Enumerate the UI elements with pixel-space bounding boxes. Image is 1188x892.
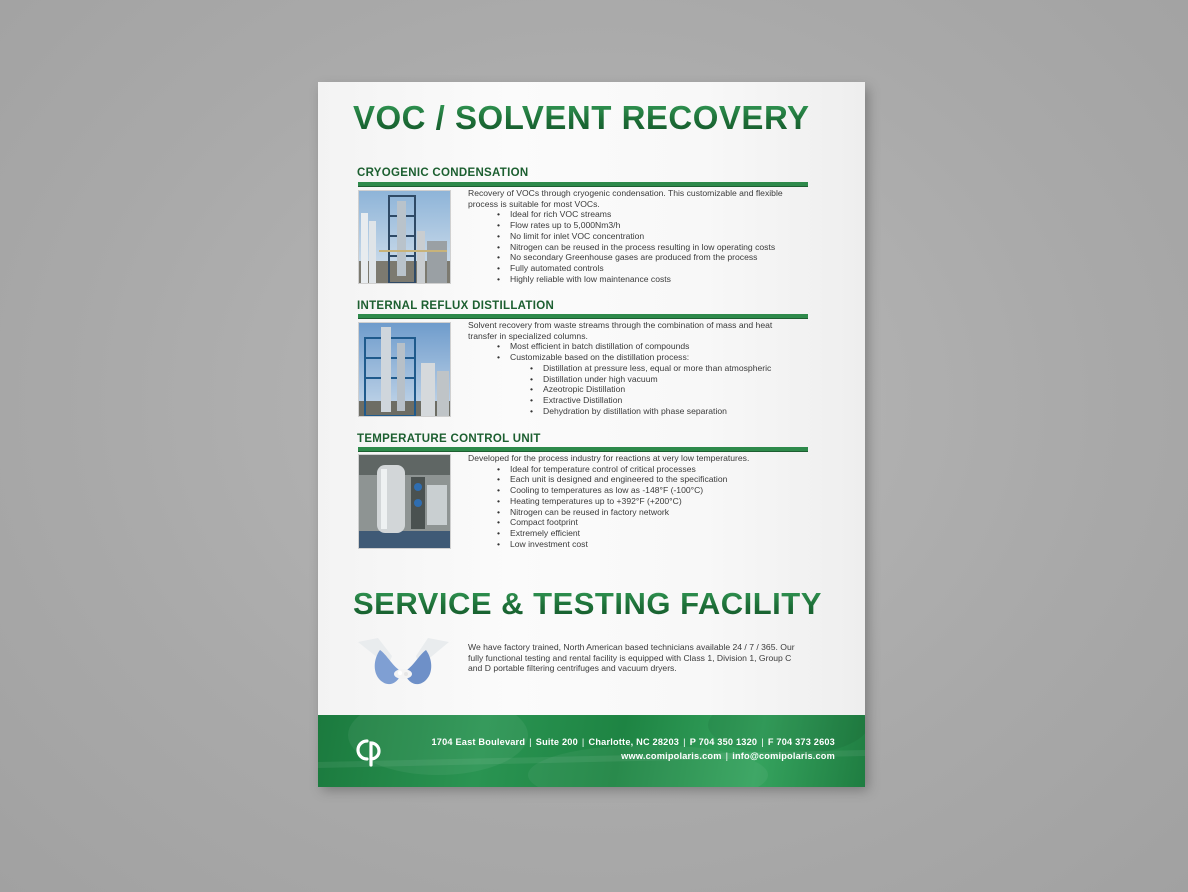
cryogenic-plant-photo [358, 190, 451, 284]
list-item: • Flow rates up to 5,000Nm3/h [510, 220, 798, 231]
list-item: • Ideal for temperature control of critical processes [510, 464, 798, 475]
section-divider [358, 314, 808, 319]
service-title: SERVICE & TESTING FACILITY [353, 586, 822, 621]
distillation-description [468, 320, 798, 416]
list-item: • Compact footprint [510, 517, 798, 528]
list-item: • Nitrogen can be reused in factory network [510, 507, 798, 518]
list-item: • Each unit is designed and engineered to the specification [510, 474, 798, 485]
list-item: • Low investment cost [510, 539, 798, 550]
comi-polaris-logo-icon [351, 733, 387, 769]
sub-list-item: • Extractive Distillation [543, 395, 798, 406]
distillation-column-photo [358, 322, 451, 417]
sub-list-item: • Distillation under high vacuum [543, 374, 798, 385]
list-item: • No limit for inlet VOC concentration [510, 231, 798, 242]
separator: | [529, 737, 532, 747]
sub-list-container [510, 363, 798, 417]
section-heading-distillation: INTERNAL REFLUX DISTILLATION [357, 300, 555, 312]
section-divider [358, 447, 808, 452]
temperature-unit-photo [358, 454, 451, 549]
website-link[interactable]: www.comipolaris.com [621, 751, 722, 761]
section-heading-cryogenic: CRYOGENIC CONDENSATION [357, 167, 529, 179]
section-intro: Recovery of VOCs through cryogenic condensation. This customizable and flexible process is suitable for most VOCs. [468, 188, 783, 209]
city-state-zip: Charlotte, NC 28203 [588, 737, 680, 747]
service-description [468, 642, 804, 674]
list-item: • Highly reliable with low maintenance costs [510, 274, 798, 285]
cryogenic-description [468, 188, 798, 284]
separator: | [761, 737, 764, 747]
section-intro: Solvent recovery from waste streams through the combination of mass and heat transfer in specialized columns. [468, 320, 773, 341]
contact-line-2 [431, 749, 835, 763]
section-intro: Developed for the process industry for reactions at very low temperatures. [468, 453, 750, 463]
list-item: • Nitrogen can be reused in the process resulting in low operating costs [510, 242, 798, 253]
separator: | [683, 737, 686, 747]
suite: Suite 200 [535, 737, 578, 747]
email-link[interactable]: info@comipolaris.com [732, 751, 835, 761]
street-address: 1704 East Boulevard [431, 737, 526, 747]
contact-block [431, 735, 835, 763]
list-item: • Most efficient in batch distillation of compounds [510, 341, 798, 352]
section-divider [358, 182, 808, 187]
list-item: • Extremely efficient [510, 528, 798, 539]
list-item: • Cooling to temperatures as low as -148°F (-100°C) [510, 485, 798, 496]
sub-feature-list [510, 363, 798, 417]
separator: | [581, 737, 585, 747]
phone-number: P 704 350 1320 [689, 737, 758, 747]
sub-list-item: • Dehydration by distillation with phase separation [543, 406, 798, 417]
service-text: We have factory trained, North American based technicians available 24 / 7 / 365. Our fully functional testing and rental facility is equipped with Class 1, Division 1, Group C and D portable filtering centrifuges and vacuum dryers. [468, 642, 795, 674]
list-item: • Heating temperatures up to +392°F (+200°C) [510, 496, 798, 507]
feature-list [468, 341, 798, 416]
separator: | [725, 751, 729, 761]
section-heading-temperature: TEMPERATURE CONTROL UNIT [357, 433, 541, 445]
contact-line-1 [431, 735, 835, 749]
page-title: VOC / SOLVENT RECOVERY [353, 99, 810, 136]
list-item: • No secondary Greenhouse gases are produced from the process [510, 252, 798, 263]
feature-list [468, 209, 798, 284]
gloved-hands-photo [358, 636, 449, 692]
sub-list-item: • Azeotropic Distillation [543, 384, 798, 395]
list-item: • Ideal for rich VOC streams [510, 209, 798, 220]
list-item: • Fully automated controls [510, 263, 798, 274]
feature-list [468, 464, 798, 550]
temperature-description [468, 453, 798, 549]
sub-list-item: • Distillation at pressure less, equal or more than atmospheric [543, 363, 798, 374]
footer-bar [318, 715, 865, 787]
flyer-page [318, 82, 865, 787]
fax-number: F 704 373 2603 [767, 737, 835, 747]
list-item: • Customizable based on the distillation process: [510, 352, 798, 363]
